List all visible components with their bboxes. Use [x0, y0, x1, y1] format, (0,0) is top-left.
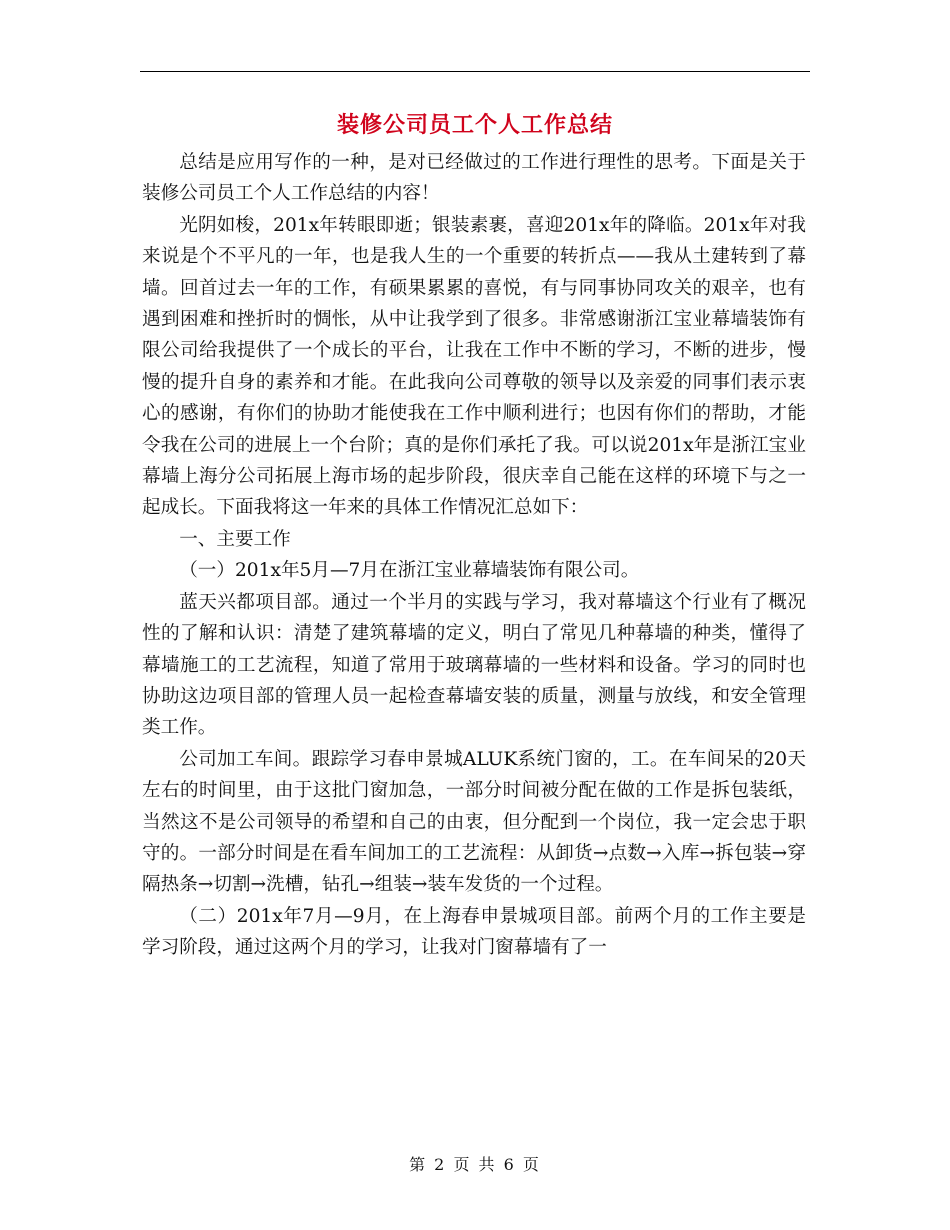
- document-body: [142, 147, 806, 964]
- document-title: 装修公司员工个人工作总结: [336, 112, 613, 138]
- section-heading-main-work: 一、主要工作: [179, 528, 291, 550]
- paragraph-intro: 总结是应用写作的一种，是对已经做过的工作进行理性的思考。下面是关于装修公司员工个人工作总结的内容！: [142, 152, 806, 205]
- page-number: 第 2 页 共 6 页: [409, 1155, 541, 1174]
- header-rule: [140, 71, 810, 72]
- subsection-heading-1: （一）201x年5月—7月在浙江宝业幕墙装饰有限公司。: [179, 560, 640, 582]
- paragraph-workshop: 公司加工车间。跟踪学习春申景城ALUK系统门窗的，工。在车间呆的20天左右的时间里，由于这批门窗加急，一部分时间被分配在做的工作是拆包装纸，当然这不是公司领导的希望和自己的由衷，但分配到一个岗位，我一定会忠于职守的。一部分时间是在看车间加工的工艺流程：从卸货→点数→入库→拆包装→穿隔热条→切割→洗槽，钻孔→组装→装车发货的一个过程。: [142, 748, 806, 896]
- paragraph-review: 光阴如梭，201x年转眼即逝；银装素裹，喜迎201x年的降临。201x年对我来说是个不平凡的一年，也是我人生的一个重要的转折点——我从土建转到了幕墙。回首过去一年的工作，有硕果累累的喜悦，有与同事协同攻关的艰辛，也有遇到困难和挫折时的惆怅，从中让我学到了很多。非常感谢浙江宝业幕墙装饰有限公司给我提供了一个成长的平台，让我在工作中不断的学习，不断的进步，慢慢的提升自身的素养和才能。在此我向公司尊敬的领导以及亲爱的同事们表示衷心的感谢，有你们的协助才能使我在工作中顺利进行；也因有你们的帮助，才能令我在公司的进展上一个台阶；真的是你们承托了我。可以说201x年是浙江宝业幕墙上海分公司拓展上海市场的起步阶段，很庆幸自己能在这样的环境下与之一起成长。下面我将这一年来的具体工作情况汇总如下：: [142, 214, 806, 519]
- paragraph-chunshen: （二）201x年7月—9月，在上海春申景城项目部。前两个月的工作主要是学习阶段，通过这两个月的学习，让我对门窗幕墙有了一: [142, 905, 806, 959]
- paragraph-project-dept: 蓝天兴都项目部。通过一个半月的实践与学习，我对幕墙这个行业有了概况性的了解和认识：清楚了建筑幕墙的定义，明白了常见几种幕墙的种类，懂得了幕墙施工的工艺流程，知道了常用于玻璃幕墙的一些材料和设备。学习的同时也协助这边项目部的管理人员一起检查幕墙安装的质量，测量与放线，和安全管理类工作。: [142, 591, 806, 739]
